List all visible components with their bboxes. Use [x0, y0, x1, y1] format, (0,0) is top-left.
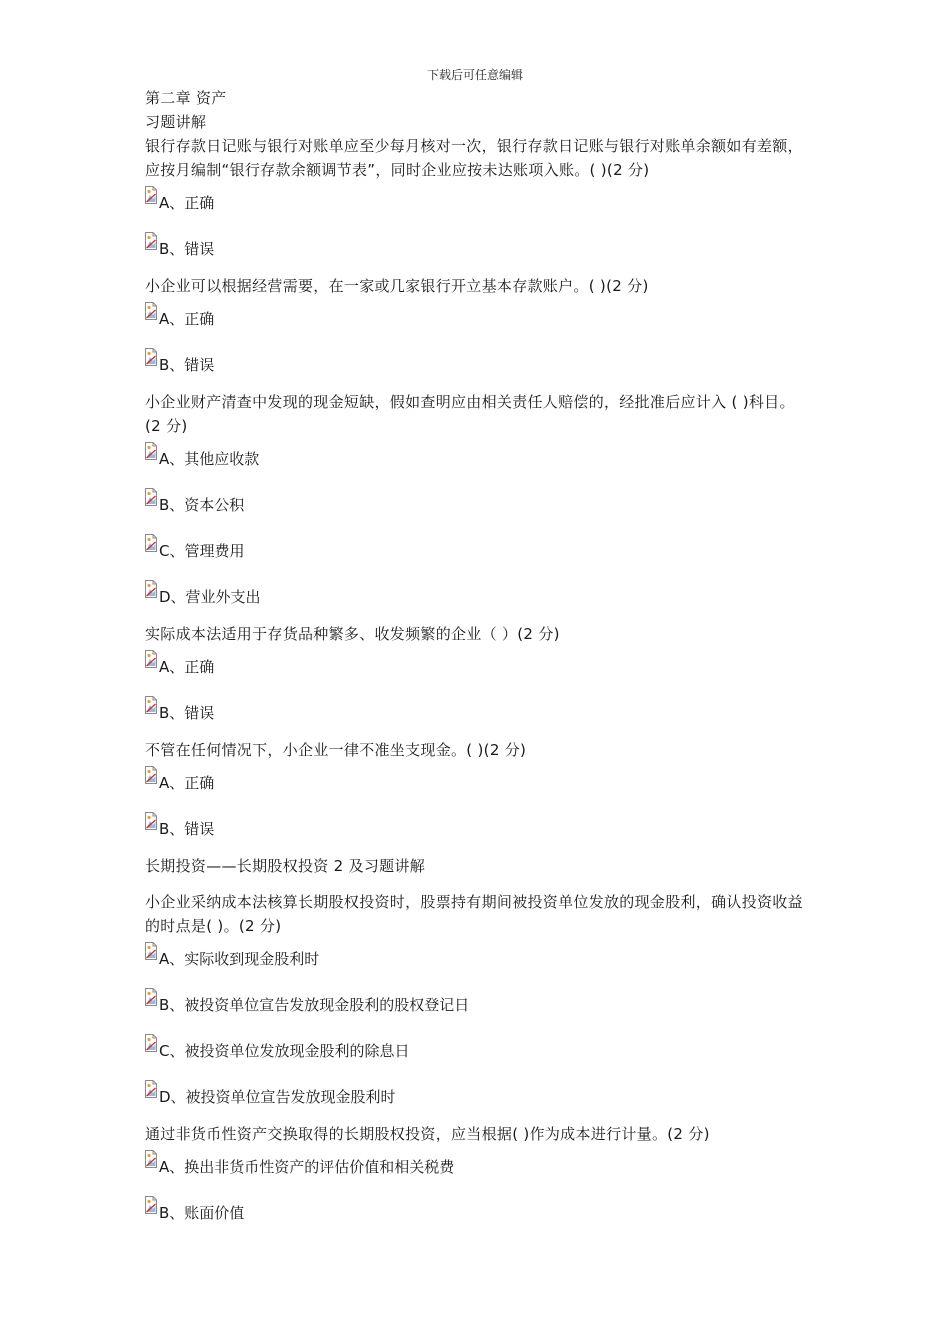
option-list — [145, 1150, 810, 1222]
answer-option[interactable] — [145, 302, 810, 328]
option-label: D、营业外支出 — [159, 588, 261, 606]
option-list — [145, 650, 810, 722]
option-list — [145, 442, 810, 606]
broken-image-icon — [145, 942, 157, 960]
chapter-title: 第二章 资产 — [145, 89, 227, 107]
option-list — [145, 186, 810, 258]
question-text: 小企业采纳成本法核算长期股权投资时，股票持有期间被投资单位发放的现金股利，确认投资收益的时点是( )。(2 分) — [145, 893, 803, 935]
question-text: 小企业可以根据经营需要，在一家或几家银行开立基本存款账户。( )(2 分) — [145, 277, 649, 295]
option-label: B、资本公积 — [159, 496, 245, 514]
option-list — [145, 302, 810, 374]
answer-option[interactable] — [145, 186, 810, 212]
answer-option[interactable] — [145, 1196, 810, 1222]
option-label: A、正确 — [159, 194, 215, 212]
question-text: 通过非货币性资产交换取得的长期股权投资，应当根据( )作为成本进行计量。(2 分) — [145, 1125, 710, 1143]
broken-image-icon — [145, 442, 157, 460]
broken-image-icon — [145, 302, 157, 320]
answer-option[interactable] — [145, 488, 810, 514]
answer-option[interactable] — [145, 696, 810, 722]
answer-option[interactable] — [145, 1034, 810, 1060]
answer-option[interactable] — [145, 650, 810, 676]
option-label: B、被投资单位宣告发放现金股利的股权登记日 — [159, 996, 470, 1014]
question-text: 实际成本法适用于存货品种繁多、收发频繁的企业（ ）(2 分) — [145, 625, 560, 643]
option-list — [145, 942, 810, 1106]
broken-image-icon — [145, 1034, 157, 1052]
broken-image-icon — [145, 1196, 157, 1214]
answer-option[interactable] — [145, 1150, 810, 1176]
broken-image-icon — [145, 696, 157, 714]
broken-image-icon — [145, 988, 157, 1006]
option-label: B、账面价值 — [159, 1204, 245, 1222]
answer-option[interactable] — [145, 942, 810, 968]
question-group — [145, 134, 810, 838]
broken-image-icon — [145, 1150, 157, 1168]
broken-image-icon — [145, 1080, 157, 1098]
option-label: C、管理费用 — [159, 542, 245, 560]
answer-option[interactable] — [145, 766, 810, 792]
option-label: A、换出非货币性资产的评估价值和相关税费 — [159, 1158, 455, 1176]
option-label: A、实际收到现金股利时 — [159, 950, 320, 968]
question-text: 小企业财产清查中发现的现金短缺，假如查明应由相关责任人赔偿的，经批准后应计入 ( )科目。(2 分) — [145, 393, 795, 435]
broken-image-icon — [145, 186, 157, 204]
broken-image-icon — [145, 488, 157, 506]
answer-option[interactable] — [145, 988, 810, 1014]
broken-image-icon — [145, 650, 157, 668]
question-text: 不管在任何情况下，小企业一律不准坐支现金。( )(2 分) — [145, 741, 527, 759]
broken-image-icon — [145, 232, 157, 250]
option-label: B、错误 — [159, 356, 215, 374]
option-label: B、错误 — [159, 240, 215, 258]
option-list — [145, 766, 810, 838]
option-label: A、正确 — [159, 658, 215, 676]
header-watermark: 下载后可任意编辑 — [426, 68, 523, 82]
question-group-2 — [145, 890, 810, 1222]
broken-image-icon — [145, 348, 157, 366]
option-label: A、正确 — [159, 310, 215, 328]
answer-option[interactable] — [145, 1080, 810, 1106]
broken-image-icon — [145, 534, 157, 552]
answer-option[interactable] — [145, 232, 810, 258]
section-2-title: 长期投资——长期股权投资 2 及习题讲解 — [145, 857, 426, 875]
answer-option[interactable] — [145, 348, 810, 374]
option-label: A、正确 — [159, 774, 215, 792]
option-label: C、被投资单位发放现金股利的除息日 — [159, 1042, 410, 1060]
section-title: 习题讲解 — [145, 113, 207, 131]
option-label: B、错误 — [159, 820, 215, 838]
answer-option[interactable] — [145, 812, 810, 838]
answer-option[interactable] — [145, 580, 810, 606]
document-body — [145, 86, 810, 1238]
answer-option[interactable] — [145, 442, 810, 468]
option-label: B、错误 — [159, 704, 215, 722]
answer-option[interactable] — [145, 534, 810, 560]
broken-image-icon — [145, 766, 157, 784]
broken-image-icon — [145, 580, 157, 598]
question-text: 银行存款日记账与银行对账单应至少每月核对一次，银行存款日记账与银行对账单余额如有差额，应按月编制“银行存款余额调节表”，同时企业应按未达账项入账。( )(2 分) — [145, 137, 803, 179]
option-label: D、被投资单位宣告发放现金股利时 — [159, 1088, 396, 1106]
option-label: A、其他应收款 — [159, 450, 260, 468]
broken-image-icon — [145, 812, 157, 830]
